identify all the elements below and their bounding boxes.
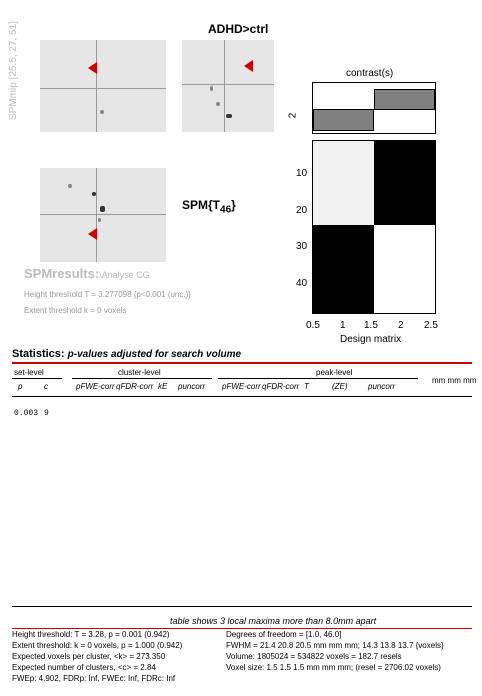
footer-line: FWHM = 21.4 20.8 20.5 mm mm mm; 14.3 13.8 13.7 {voxels} [226, 641, 444, 650]
dm-xtick: 1.5 [364, 320, 378, 331]
contrast-bar-2 [374, 89, 435, 110]
contrast-bar-1 [313, 109, 374, 131]
dm-ytick: 20 [296, 205, 308, 216]
height-threshold-text: Height threshold T = 3.277098 {p<0.001 (unc.)} [24, 290, 191, 299]
footer-line: Height threshold: T = 3.28, p = 0.001 (0.942) [12, 630, 170, 639]
footer-line: Voxel size: 1.5 1.5 1.5 mm mm mm; (resel = 2706.02 voxels) [226, 663, 441, 672]
contrast-plot [312, 82, 436, 134]
spm-t-label: $SPM\{T_{46}\}$ [182, 198, 236, 216]
col-pk-ze: (ZE) [332, 382, 348, 391]
cluster-level-header: cluster-level [118, 368, 161, 377]
col-pk-punc: puncorr [368, 382, 396, 391]
dm-xtick: 1 [340, 320, 346, 331]
col-set-p: p [18, 382, 23, 391]
contrast-tick: 2 [287, 112, 299, 119]
dm-xtick: 0.5 [306, 320, 320, 331]
peak-level-header: peak-level [316, 368, 353, 377]
col-cl-punc: puncorr [178, 382, 206, 391]
glass-label: SPMmip [25.5, 27, 51] [8, 21, 19, 120]
dm-xtick: 2.5 [424, 320, 438, 331]
dm-xtick: 2 [398, 320, 404, 331]
dm-ytick: 10 [296, 168, 308, 179]
stats-heading: Statistics: p-values adjusted for search volume [12, 348, 242, 360]
dm-ytick: 30 [296, 241, 308, 252]
footer-line: Extent threshold: k = 0 voxels, p = 1.000 (0.942) [12, 641, 183, 650]
dm-ytick: 40 [296, 278, 308, 289]
spmresults-label: SPMresults:\Analyse CG [24, 266, 150, 281]
page-title: ADHD>ctrl [208, 22, 269, 36]
cursor-marker-icon [88, 62, 97, 74]
col-pk-t: T [304, 382, 309, 391]
set-level-values: 0.003 9 [14, 409, 49, 418]
col-set-c: c [44, 382, 48, 391]
glass-brain-coronal [182, 40, 274, 132]
footer-line: Expected number of clusters, <c> = 2.84 [12, 663, 156, 672]
set-level-header: set-level [14, 368, 44, 377]
col-pk-pfwe: pFWE-corr [222, 382, 261, 391]
col-pk-qfdr: qFDR-corr [262, 382, 300, 391]
col-cl-pfwe: pFWE-corr [76, 382, 115, 391]
glass-brain-sagittal [40, 40, 166, 132]
col-cl-qfdr: qFDR-corr [116, 382, 154, 391]
mm-header: mm mm mm [432, 376, 477, 385]
footer-line: Degrees of freedom = [1.0, 46.0] [226, 630, 342, 639]
contrast-title: contrast(s) [346, 68, 394, 79]
dm-xlabel: Design matrix [340, 334, 402, 345]
cursor-marker-icon [88, 228, 97, 240]
footer-line: FWEp: 4.902, FDRp: Inf, FWEc: Inf, FDRc: Inf [12, 674, 176, 683]
glass-brain-axial [40, 168, 166, 262]
extent-threshold-text: Extent threshold k = 0 voxels [24, 306, 127, 315]
col-cl-ke: kE [158, 382, 168, 391]
footer-line: Volume: 1805024 = 534822 voxels = 182.7 resels [226, 652, 402, 661]
footer-line: Expected voxels per cluster, <k> = 273.350 [12, 652, 166, 661]
cursor-marker-icon [244, 60, 253, 72]
table-note: table shows 3 local maxima more than 8.0mm apart [170, 616, 377, 626]
design-matrix [312, 140, 436, 314]
